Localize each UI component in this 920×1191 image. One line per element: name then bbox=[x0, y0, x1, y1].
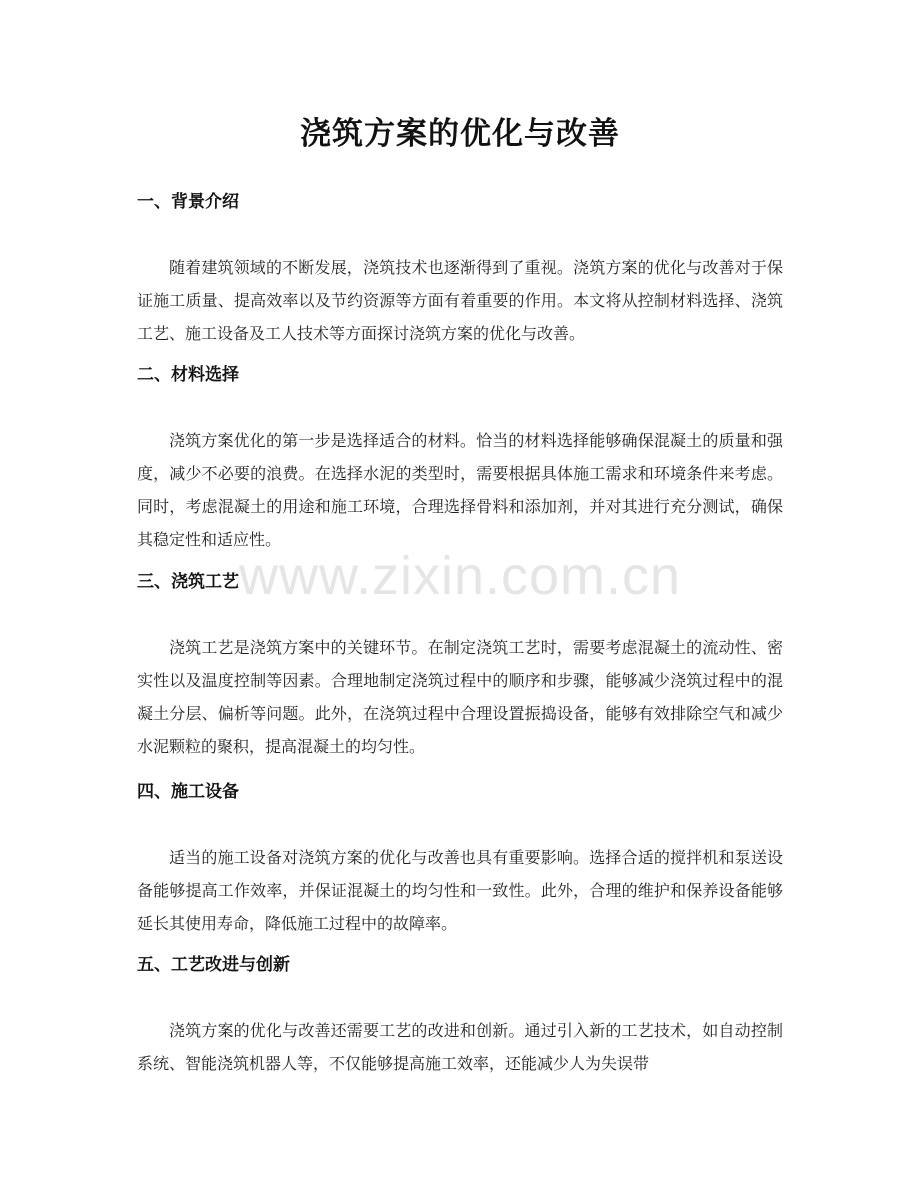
section-paragraph: 浇筑方案的优化与改善还需要工艺的改进和创新。通过引入新的工艺技术，如自动控制系统、智能浇筑机器人等，不仅能够提高施工效率，还能减少人为失误带 bbox=[137, 1021, 783, 1073]
section-process-innovation bbox=[137, 953, 783, 1080]
section-heading: 一、背景介绍 bbox=[137, 192, 239, 212]
section-construction-equipment bbox=[137, 780, 783, 940]
section-pouring-process bbox=[137, 570, 783, 763]
section-paragraph: 适当的施工设备对浇筑方案的优化与改善也具有重要影响。选择合适的搅拌机和泵送设备能够提高工作效率，并保证混凝土的均匀性和一致性。此外，合理的维护和保养设备能够延长其使用寿命，降低施工过程中的故障率。 bbox=[137, 848, 783, 933]
section-material-selection bbox=[137, 363, 783, 556]
section-paragraph: 随着建筑领域的不断发展，浇筑技术也逐渐得到了重视。浇筑方案的优化与改善对于保证施工质量、提高效率以及节约资源等方面有着重要的作用。本文将从控制材料选择、浇筑工艺、施工设备及工人技术等方面探讨浇筑方案的优化与改善。 bbox=[137, 258, 783, 343]
section-heading: 三、浇筑工艺 bbox=[137, 572, 239, 592]
document-title: 浇筑方案的优化与改善 bbox=[300, 116, 620, 152]
section-background bbox=[137, 190, 783, 350]
section-heading: 五、工艺改进与创新 bbox=[137, 955, 290, 975]
section-paragraph: 浇筑方案优化的第一步是选择适合的材料。恰当的材料选择能够确保混凝土的质量和强度，减少不必要的浪费。在选择水泥的类型时，需要根据具体施工需求和环境条件来考虑。同时，考虑混凝土的用途和施工环境，合理选择骨料和添加剂，并对其进行充分测试，确保其稳定性和适应性。 bbox=[137, 431, 783, 549]
watermark-text: www.zixin.com.cn bbox=[238, 546, 682, 606]
section-heading: 四、施工设备 bbox=[137, 782, 239, 802]
section-paragraph: 浇筑工艺是浇筑方案中的关键环节。在制定浇筑工艺时，需要考虑混凝土的流动性、密实性以及温度控制等因素。合理地制定浇筑过程中的顺序和步骤，能够减少浇筑过程中的混凝土分层、偏析等问题。此外，在浇筑过程中合理设置振捣设备，能够有效排除空气和减少水泥颗粒的聚积，提高混凝土的均匀性。 bbox=[137, 638, 783, 756]
section-heading: 二、材料选择 bbox=[137, 365, 239, 385]
